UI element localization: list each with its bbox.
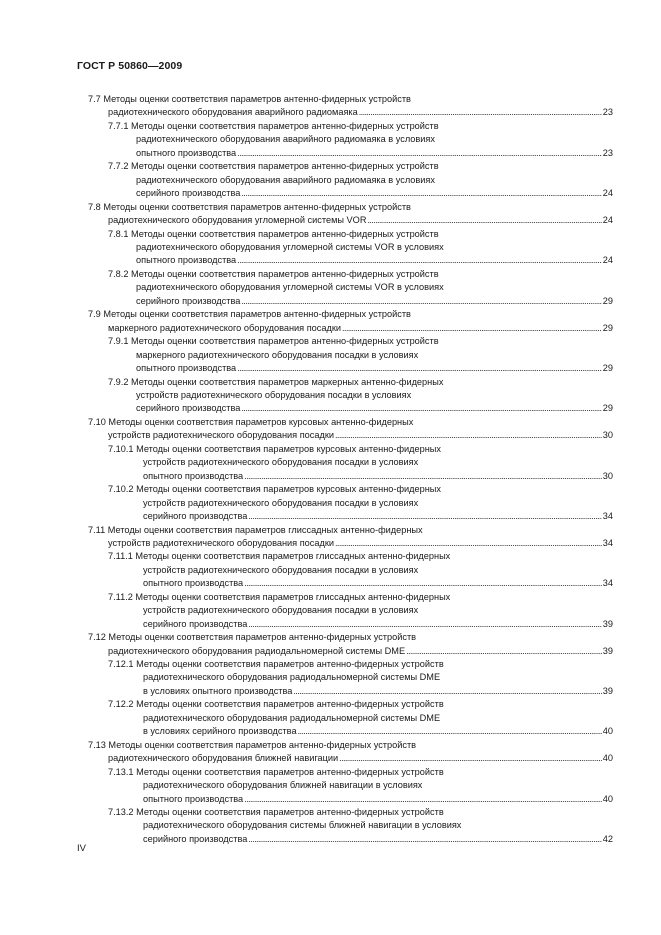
toc-entry-title-continued: радиотехнического оборудования аварийного радиомаяка в условиях bbox=[136, 134, 435, 145]
toc-page-number: 29 bbox=[602, 363, 613, 374]
toc-entry-title-continued: устройств радиотехнического оборудования посадки в условиях bbox=[143, 457, 419, 468]
toc-entry[interactable] bbox=[0, 201, 661, 228]
toc-entry[interactable] bbox=[0, 766, 661, 806]
toc-entry[interactable] bbox=[0, 335, 661, 375]
toc-entry[interactable] bbox=[0, 739, 661, 766]
toc-leader-dots bbox=[339, 752, 602, 765]
toc-entry-title-continued: устройств радиотехнического оборудования посадки в условиях bbox=[136, 389, 412, 400]
toc-page-number: 29 bbox=[602, 322, 613, 333]
toc-page-number: 39 bbox=[602, 618, 613, 629]
table-of-contents bbox=[0, 93, 661, 846]
toc-entry-title-continued: опытного производства bbox=[143, 470, 244, 481]
document-header: ГОСТ Р 50860—2009 bbox=[77, 60, 183, 72]
toc-page-number: 30 bbox=[602, 430, 613, 441]
toc-entry-title-continued: серийного производства bbox=[136, 188, 241, 199]
toc-leader-dots bbox=[241, 402, 601, 415]
toc-page-number: 39 bbox=[602, 645, 613, 656]
toc-page-number: 23 bbox=[602, 107, 613, 118]
toc-leader-dots bbox=[237, 254, 602, 267]
toc-entry-title: 7.9.2 Методы оценки соответствия параметров маркерных антенно-фидерных bbox=[108, 376, 444, 387]
toc-entry-title-continued: радиотехнического оборудования ближней навигации bbox=[108, 753, 339, 764]
toc-entry-title-continued: опытного производства bbox=[136, 363, 237, 374]
toc-entry-title-continued: серийного производства bbox=[143, 618, 248, 629]
toc-page-number: 34 bbox=[602, 537, 613, 548]
toc-entry-title-continued: в условиях опытного производства bbox=[143, 685, 293, 696]
toc-entry[interactable] bbox=[0, 93, 661, 120]
page-number: IV bbox=[77, 843, 86, 854]
toc-leader-dots bbox=[335, 537, 602, 550]
toc-entry-title: 7.10.1 Методы оценки соответствия параметров курсовых антенно-фидерных bbox=[108, 443, 441, 454]
toc-entry-title-continued: серийного производства bbox=[136, 403, 241, 414]
toc-leader-dots bbox=[248, 618, 601, 631]
toc-entry[interactable] bbox=[0, 376, 661, 416]
toc-entry-title-continued: устройств радиотехнического оборудования посадки в условиях bbox=[143, 497, 419, 508]
toc-entry-title-continued: серийного производства bbox=[143, 833, 248, 844]
toc-entry-title-continued: радиотехнического оборудования аварийного радиомаяка bbox=[108, 107, 358, 118]
toc-entry[interactable] bbox=[0, 160, 661, 200]
toc-entry-title: 7.12.2 Методы оценки соответствия параметров антенно-фидерных устройств bbox=[108, 699, 444, 710]
toc-entry-title-continued: устройств радиотехнического оборудования посадки bbox=[108, 537, 335, 548]
toc-entry-title: 7.11 Методы оценки соответствия параметров глиссадных антенно-фидерных bbox=[88, 524, 423, 535]
toc-entry-title: 7.8.1 Методы оценки соответствия параметров антенно-фидерных устройств bbox=[108, 228, 439, 239]
toc-entry-title: 7.9.1 Методы оценки соответствия параметров антенно-фидерных устройств bbox=[108, 336, 439, 347]
toc-entry-title-continued: радиотехнического оборудования угломерной системы VOR в условиях bbox=[136, 241, 444, 252]
toc-page-number: 24 bbox=[602, 255, 613, 266]
toc-entry-title: 7.13.1 Методы оценки соответствия параметров антенно-фидерных устройств bbox=[108, 766, 444, 777]
toc-entry-title-continued: маркерного радиотехнического оборудования посадки bbox=[108, 322, 342, 333]
toc-entry[interactable] bbox=[0, 631, 661, 658]
toc-entry-title-continued: опытного производства bbox=[143, 793, 244, 804]
toc-entry[interactable] bbox=[0, 228, 661, 268]
toc-entry-title-continued: маркерного радиотехнического оборудования посадки в условиях bbox=[136, 349, 419, 360]
toc-entry-title-continued: опытного производства bbox=[136, 147, 237, 158]
toc-entry-title: 7.10.2 Методы оценки соответствия параметров курсовых антенно-фидерных bbox=[108, 484, 441, 495]
toc-entry-title: 7.7 Методы оценки соответствия параметров антенно-фидерных устройств bbox=[88, 94, 411, 104]
toc-entry-title-continued: радиотехнического оборудования угломерной системы VOR bbox=[108, 215, 367, 226]
toc-leader-dots bbox=[244, 470, 602, 483]
toc-page-number: 42 bbox=[602, 833, 613, 844]
toc-entry-title-continued: радиотехнического оборудования радиодальномерной системы DME bbox=[143, 672, 441, 683]
toc-leader-dots bbox=[241, 295, 601, 308]
toc-leader-dots bbox=[241, 187, 601, 200]
toc-leader-dots bbox=[335, 429, 602, 442]
toc-leader-dots bbox=[248, 510, 601, 523]
toc-leader-dots bbox=[248, 833, 601, 846]
toc-entry-title-continued: радиотехнического оборудования радиодальномерной системы DME bbox=[108, 645, 406, 656]
toc-entry[interactable] bbox=[0, 806, 661, 846]
toc-leader-dots bbox=[342, 322, 602, 335]
toc-leader-dots bbox=[244, 577, 602, 590]
toc-entry-title-continued: опытного производства bbox=[143, 578, 244, 589]
toc-page-number: 29 bbox=[602, 295, 613, 306]
toc-page-number: 23 bbox=[602, 147, 613, 158]
toc-entry-title: 7.7.1 Методы оценки соответствия параметров антенно-фидерных устройств bbox=[108, 120, 439, 131]
toc-entry[interactable] bbox=[0, 308, 661, 335]
toc-entry[interactable] bbox=[0, 524, 661, 551]
toc-entry[interactable] bbox=[0, 698, 661, 738]
toc-entry-title: 7.7.2 Методы оценки соответствия параметров антенно-фидерных устройств bbox=[108, 161, 439, 172]
toc-entry-title: 7.9 Методы оценки соответствия параметров антенно-фидерных устройств bbox=[88, 309, 411, 320]
toc-page-number: 24 bbox=[602, 215, 613, 226]
toc-entry-title-continued: опытного производства bbox=[136, 255, 237, 266]
toc-page-number: 39 bbox=[602, 685, 613, 696]
toc-entry-title: 7.10 Методы оценки соответствия параметров курсовых антенно-фидерных bbox=[88, 416, 414, 427]
toc-page-number: 29 bbox=[602, 403, 613, 414]
toc-leader-dots bbox=[237, 362, 602, 375]
toc-page-number: 30 bbox=[602, 470, 613, 481]
toc-entry-title-continued: серийного производства bbox=[136, 295, 241, 306]
toc-leader-dots bbox=[244, 793, 602, 806]
toc-entry[interactable] bbox=[0, 483, 661, 523]
toc-entry-title-continued: радиотехнического оборудования системы ближней навигации в условиях bbox=[143, 820, 462, 831]
toc-entry-title: 7.12 Методы оценки соответствия параметров антенно-фидерных устройств bbox=[88, 632, 417, 643]
toc-page-number: 40 bbox=[602, 753, 613, 764]
toc-leader-dots bbox=[359, 106, 602, 119]
toc-entry-title: 7.8.2 Методы оценки соответствия параметров антенно-фидерных устройств bbox=[108, 268, 439, 279]
toc-entry-title-continued: устройств радиотехнического оборудования посадки в условиях bbox=[143, 564, 419, 575]
toc-page-number: 34 bbox=[602, 511, 613, 522]
toc-page-number: 40 bbox=[602, 726, 613, 737]
toc-entry-title-continued: радиотехнического оборудования аварийного радиомаяка в условиях bbox=[136, 174, 435, 185]
toc-leader-dots bbox=[406, 645, 602, 658]
toc-page-number: 40 bbox=[602, 793, 613, 804]
toc-page-number: 24 bbox=[602, 188, 613, 199]
toc-page-number: 34 bbox=[602, 578, 613, 589]
toc-entry[interactable] bbox=[0, 550, 661, 590]
toc-entry-title: 7.13 Методы оценки соответствия параметров антенно-фидерных устройств bbox=[88, 739, 417, 750]
toc-entry[interactable] bbox=[0, 120, 661, 160]
toc-leader-dots bbox=[367, 214, 601, 227]
toc-entry-title-continued: радиотехнического оборудования радиодальномерной системы DME bbox=[143, 712, 441, 723]
toc-entry-title-continued: в условиях серийного производства bbox=[143, 726, 297, 737]
toc-entry-title-continued: устройств радиотехнического оборудования посадки bbox=[108, 430, 335, 441]
toc-leader-dots bbox=[293, 685, 601, 698]
toc-entry-title: 7.12.1 Методы оценки соответствия параметров антенно-фидерных устройств bbox=[108, 659, 444, 670]
toc-entry-title-continued: радиотехнического оборудования угломерной системы VOR в условиях bbox=[136, 282, 444, 293]
toc-entry-title: 7.13.2 Методы оценки соответствия параметров антенно-фидерных устройств bbox=[108, 807, 444, 818]
toc-entry-title-continued: радиотехнического оборудования ближней навигации в условиях bbox=[143, 780, 423, 791]
toc-entry[interactable] bbox=[0, 591, 661, 631]
toc-entry-title-continued: серийного производства bbox=[143, 511, 248, 522]
toc-leader-dots bbox=[298, 725, 602, 738]
toc-leader-dots bbox=[237, 147, 602, 160]
toc-entry-title-continued: устройств радиотехнического оборудования посадки в условиях bbox=[143, 605, 419, 616]
toc-entry-title: 7.8 Методы оценки соответствия параметров антенно-фидерных устройств bbox=[88, 201, 411, 212]
toc-entry[interactable] bbox=[0, 443, 661, 483]
toc-entry[interactable] bbox=[0, 268, 661, 308]
toc-entry-title: 7.11.1 Методы оценки соответствия параметров глиссадных антенно-фидерных bbox=[108, 551, 451, 562]
toc-entry[interactable] bbox=[0, 416, 661, 443]
toc-entry[interactable] bbox=[0, 658, 661, 698]
toc-entry-title: 7.11.2 Методы оценки соответствия параметров глиссадных антенно-фидерных bbox=[108, 591, 451, 602]
